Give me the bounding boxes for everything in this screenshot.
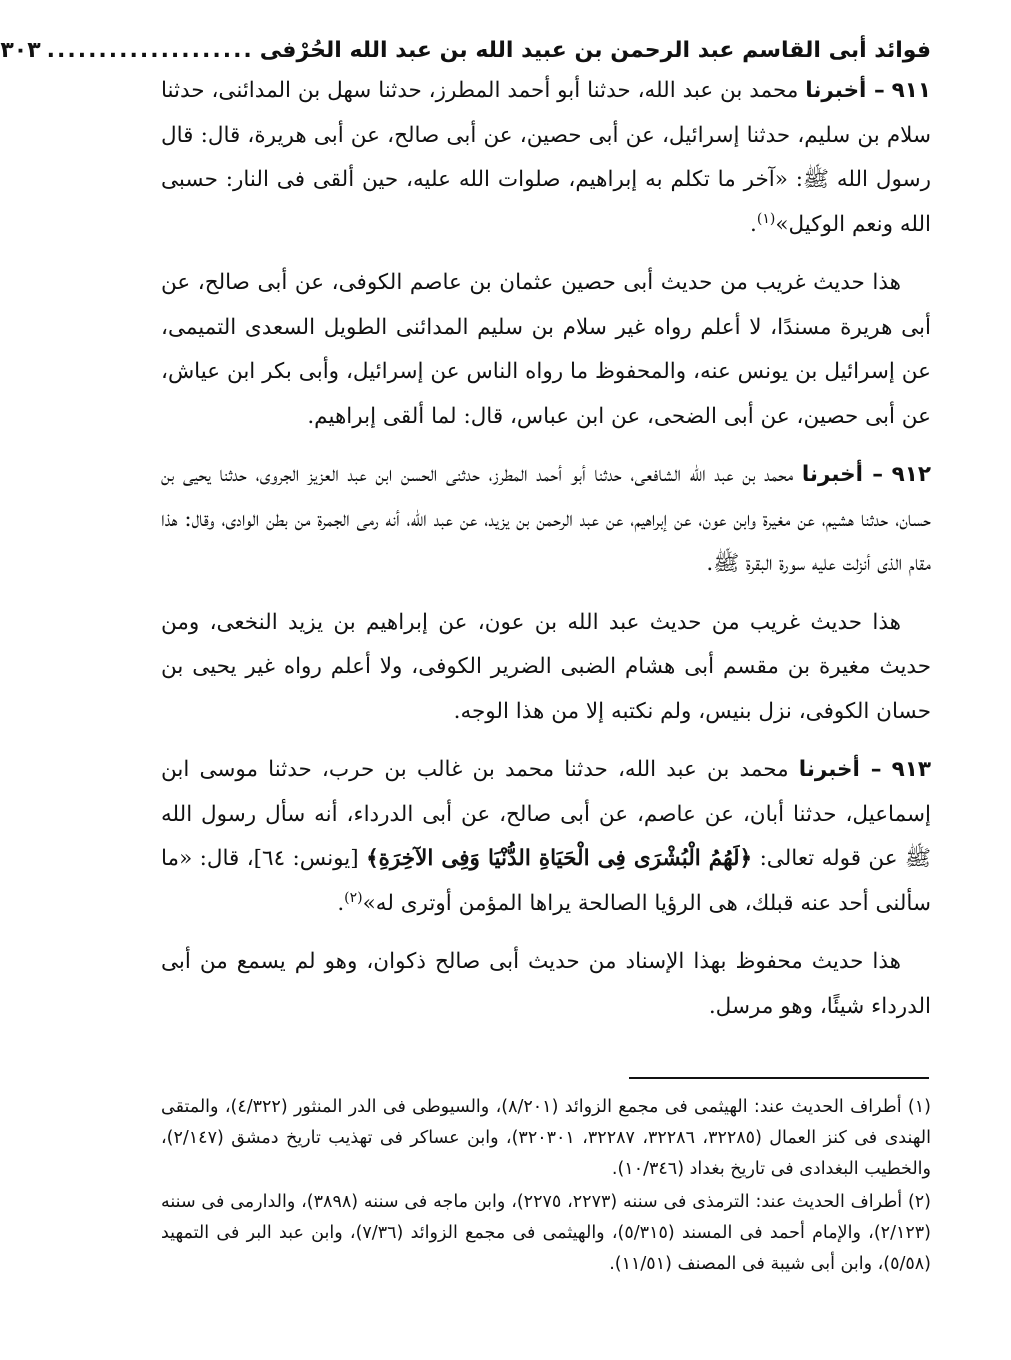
hadith-lead: أخبرنا	[798, 757, 860, 782]
quran-verse: ﴿لَهُمُ الْبُشْرَى فِى الْحَيَاةِ الدُّنْيَا وَفِى الآخِرَةِ﴾	[366, 846, 753, 871]
header-title: فوائد أبى القاسم عبد الرحمن بن عبيد الله بن عبد الله الحُرْفى	[259, 38, 931, 63]
hadith-text: محمد بن عبد الله، حدثنا محمد بن غالب بن حرب، حدثنا موسى ابن إسماعيل، حدثنا أبان، عن عاصم، عن أبى صالح، عن أبى الدرداء، أنه سأل رسول الله ﷺ عن قوله تعالى:	[161, 757, 931, 871]
header-leader-dots: ....................	[46, 38, 254, 63]
footnote-mark: (٢)	[344, 889, 363, 906]
hadith-911: ٩١١ – أخبرنا محمد بن عبد الله، حدثنا أبو أحمد المطرز، حدثنا سهل بن المدائنى، حدثنا سلام بن سليم، حدثنا إسرائيل، عن أبى حصين، عن أبى صالح، عن أبى هريرة، قال: قال رسول الله ﷺ: «آخر ما تكلم به إبراهيم، صلوات الله عليه، حين ألقى فى النار: حسبى الله ونعم الوكيل»$^{(١)}$.	[161, 78, 931, 237]
page-number: ٣٠٣	[0, 38, 41, 63]
commentary-913: هذا حديث محفوظ بهذا الإسناد من حديث أبى صالح ذكوان، وهو لم يسمع من أبى الدرداء شيئًا، وهو مرسل.	[161, 949, 931, 1019]
commentary-912: هذا حديث غريب من حديث عبد الله بن عون، عن إبراهيم بن يزيد النخعى، ومن حديث مغيرة بن مقسم أبى هشام الضبى الضرير الكوفى، ولا أعلم رواه غير يحيى بن حسان الكوفى، نزل بنيس، ولم نكتبه إلا من هذا الوجه.	[161, 609, 931, 724]
sentence-end: .	[750, 211, 757, 237]
hadith-913: ٩١٣ – أخبرنا محمد بن عبد الله، حدثنا محمد بن غالب بن حرب، حدثنا موسى ابن إسماعيل، حدثنا أبان، عن عاصم، عن أبى صالح، عن أبى الدرداء، أنه سأل رسول الله ﷺ عن قوله تعالى: ﴿لَهُمُ الْبُشْرَى فِى الْحَيَاةِ الدُّنْيَا وَفِى الآخِرَةِ﴾ [يونس: ٦٤]، قال: «ما سألنى أحد عنه قبلك، هى الرؤيا الصالحة يراها المؤمن أوترى له»$^{(٢)}$.	[161, 757, 931, 916]
page-body	[0, 38, 931, 1029]
hadith-text-continued: [يونس: ٦٤]، قال: «ما سألنى أحد عنه قبلك، هى الرؤيا الصالحة يراها المؤمن أوترى له»	[161, 846, 931, 916]
hadith-number: ٩١١	[891, 78, 931, 103]
footnote-2: (٢) أطراف الحديث عند: الترمذى فى سننه (٢٢٧٣، ٢٢٧٥)، وابن ماجه فى سننه (٣٨٩٨)، والدارمى فى سننه (٢/١٢٣)، والإمام أحمد فى المسند (٥/٣١٥)، والهيثمى فى مجمع الزوائد (٧/٣٦)، وابن عبد البر فى التمهيد (٥/٥٨)، وابن أبى شيبة فى المصنف (١١/٥١).	[161, 1192, 931, 1274]
commentary-911: هذا حديث غريب من حديث أبى حصين عثمان بن عاصم الكوفى، عن أبى صالح، عن أبى هريرة مسندًا، لا أعلم رواه غير سلام بن سليم المدائنى الطويل السعدى التميمى، عن إسرائيل بن يونس عنه، والمحفوظ ما رواه الناس عن إسرائيل، وأبى بكر ابن عياش، عن أبى حصين، عن أبى الضحى، عن ابن عباس، قال: لما ألقى إبراهيم.	[161, 270, 931, 429]
hadith-lead: أخبرنا	[805, 78, 867, 103]
sentence-end: .	[337, 890, 345, 916]
footnote-1: (١) أطراف الحديث عند: الهيثمى فى مجمع الزوائد (٨/٢٠١)، والسيوطى فى الدر المنثور (٤/٣٢٢)، والمتقى الهندى فى كنز العمال (٣٢٢٨٥، ٣٢٢٨٦، ٣٢٢٨٧، ٣٢٠٣٠١)، وابن عساكر فى تهذيب تاريخ دمشق (٢/١٤٧)، والخطيب البغدادى فى تاريخ بغداد (١٠/٣٤٦).	[161, 1097, 932, 1179]
footnote-separator	[629, 1077, 929, 1079]
hadith-text: محمد بن عبد الله، حدثنا أبو أحمد المطرز، حدثنا سهل بن المدائنى، حدثنا سلام بن سليم، حدثنا إسرائيل، عن أبى حصين، عن أبى صالح، عن أبى هريرة، قال: قال رسول الله ﷺ: «آخر ما تكلم به إبراهيم، صلوات الله عليه، حين ألقى فى النار: حسبى الله ونعم الوكيل»	[161, 78, 931, 237]
hadith-number: ٩١٣	[891, 757, 931, 782]
footnotes	[161, 1092, 931, 1280]
running-header	[0, 38, 931, 63]
hadith-lead: أخبرنا	[801, 462, 863, 487]
hadith-912: ٩١٢ – أخبرنا محمد بن عبد الله الشافعى، حدثنا أبو أحمد المطرز، حدثنى الحسن ابن عبد العزيز الجروى، حدثنا يحيى بن حسان، حدثنا هشيم، عن مغيرة وابن عون، عن إبراهيم، عن عبد الرحمن بن يزيد، عن عبد الله، أنه رمى الجمرة من بطن الوادى، وقال: هذا مقام الذى أنزلت عليه سورة البقرة ﷺ.	[161, 462, 931, 576]
footnote-mark: (١)	[756, 210, 776, 227]
hadith-text: محمد بن عبد الله الشافعى، حدثنا أبو أحمد المطرز، حدثنى الحسن ابن عبد العزيز الجروى، حدثنا يحيى بن حسان، حدثنا هشيم، عن مغيرة وابن عون، عن إبراهيم، عن عبد الرحمن بن يزيد، عن عبد الله، أنه رمى الجمرة من بطن الوادى، وقال: هذا مقام الذى أنزلت عليه سورة البقرة ﷺ.	[161, 462, 931, 576]
hadith-number: ٩١٢	[891, 462, 931, 487]
